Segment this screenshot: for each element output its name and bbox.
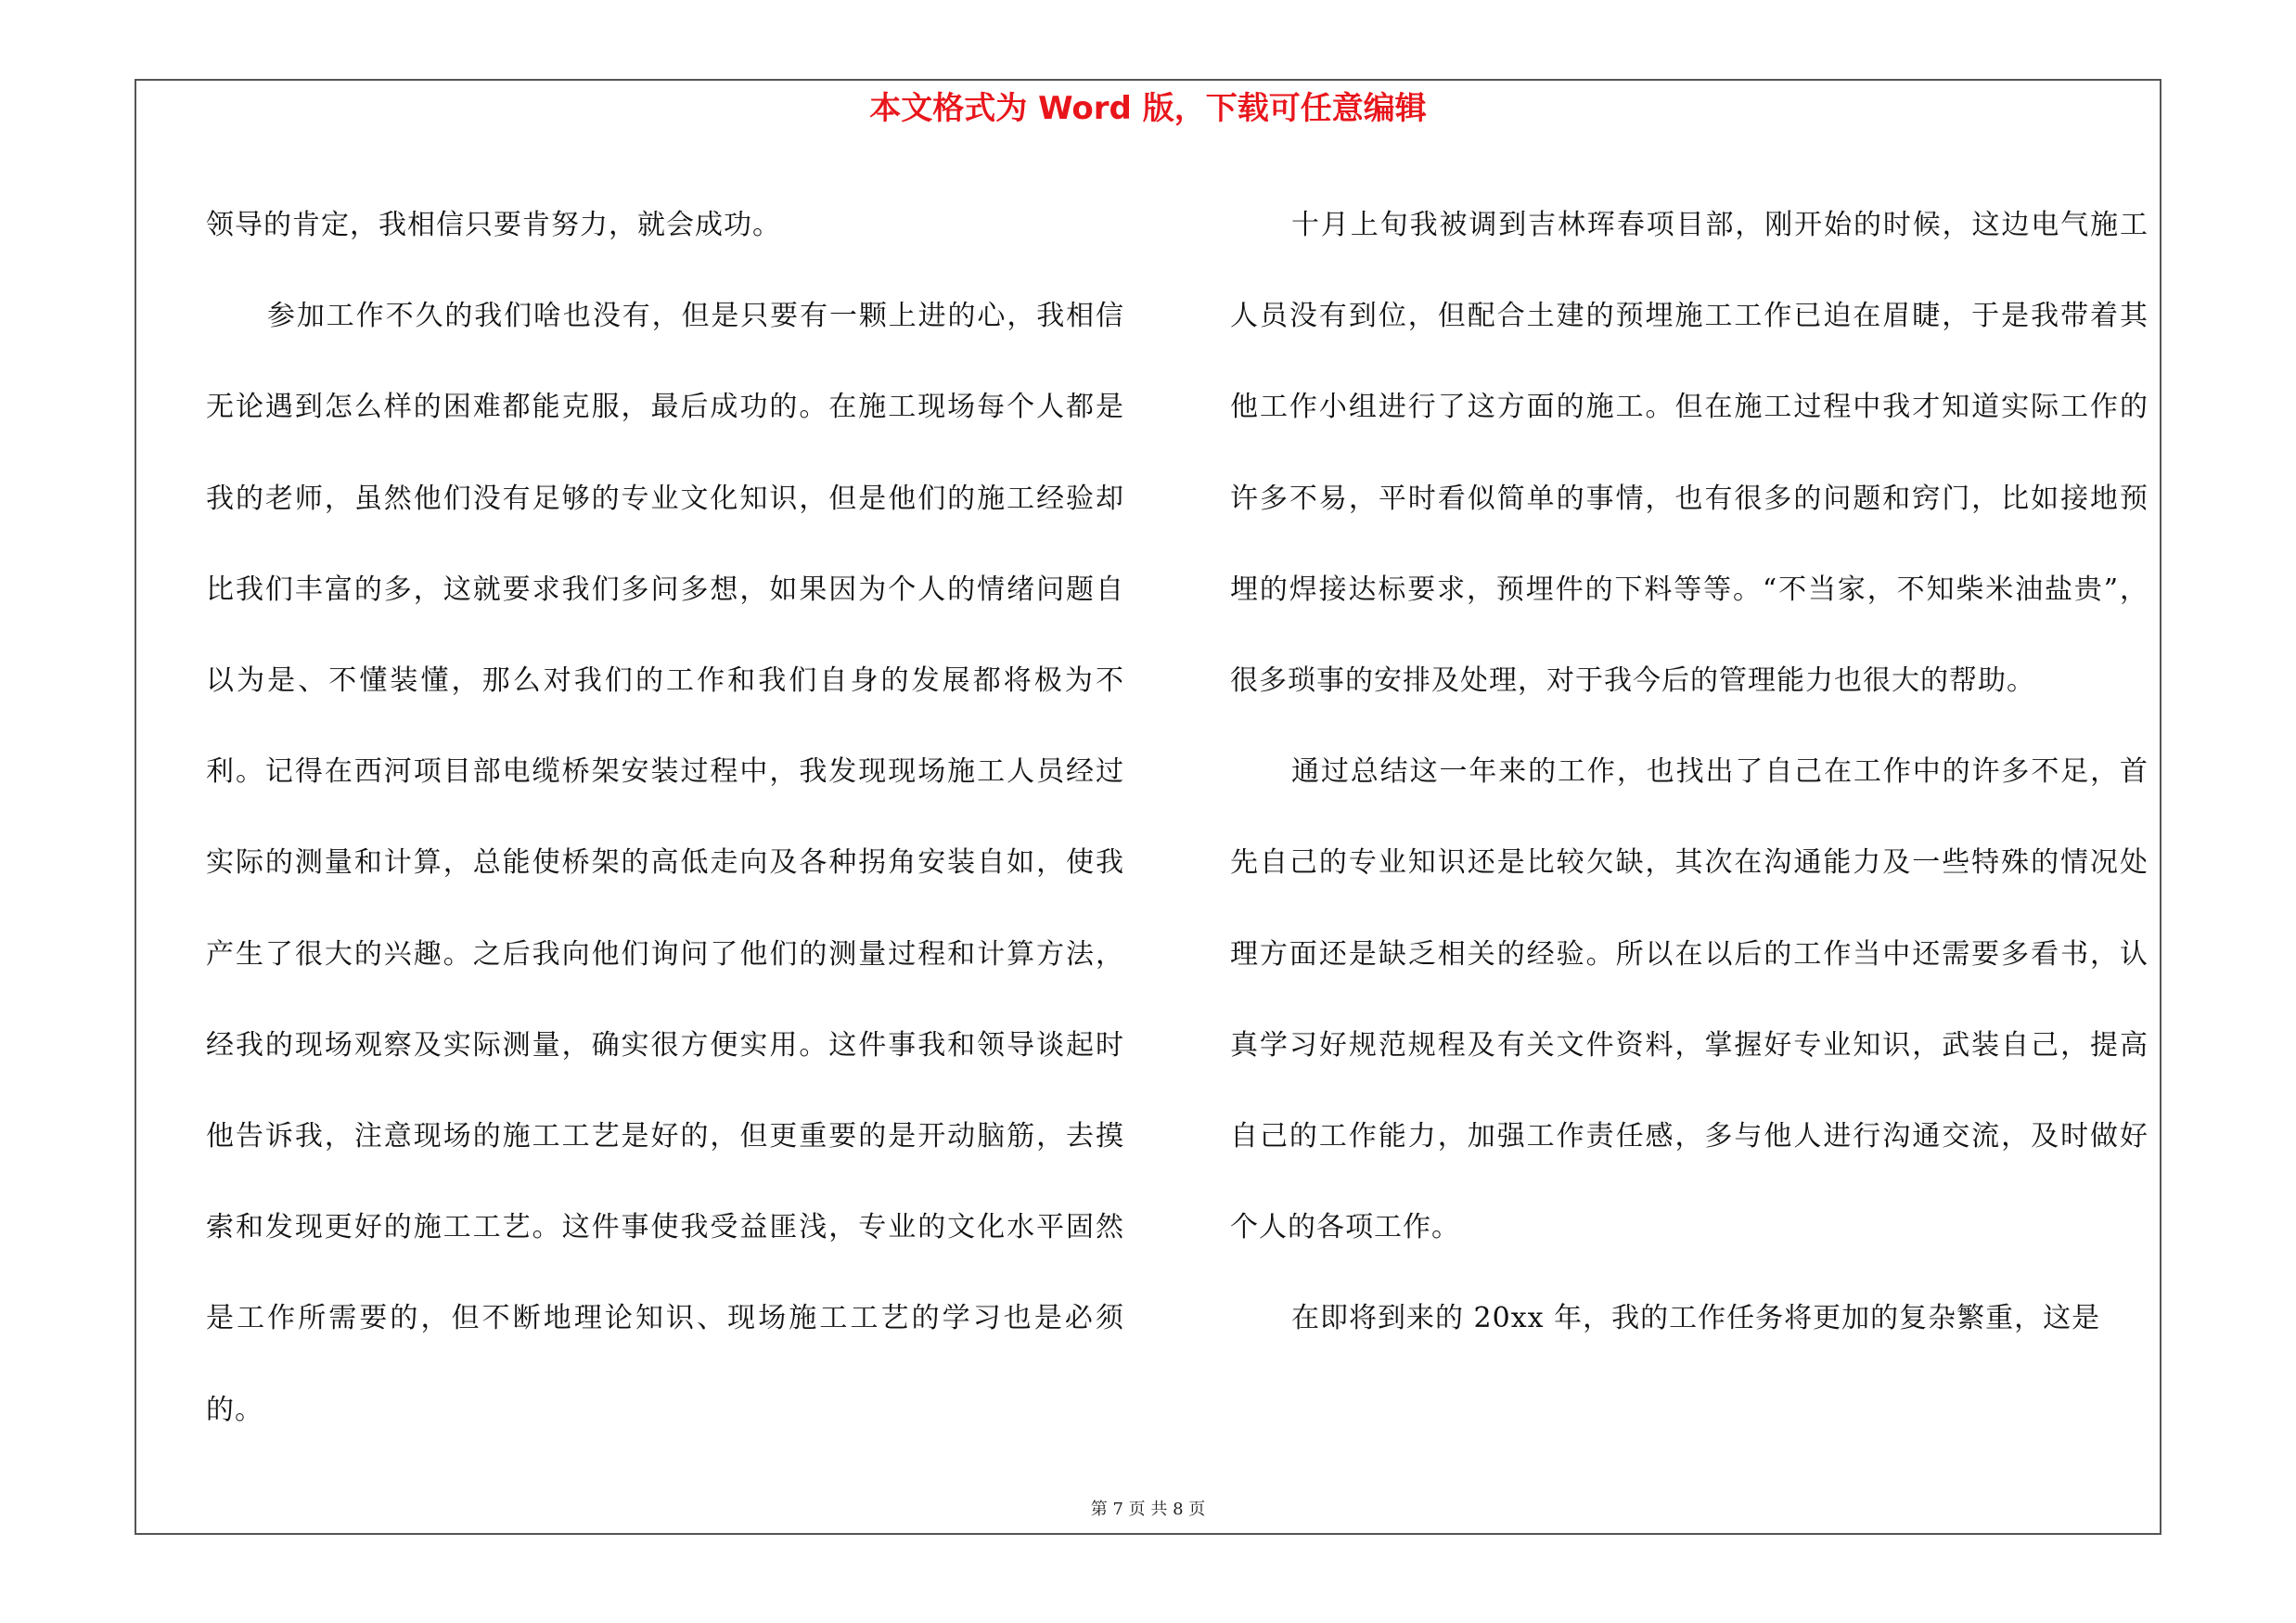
- paragraph: 十月上旬我被调到吉林珲春项目部，刚开始的时候，这边电气施工人员没有到位，但配合土建的预埋施工工作已迫在眉睫，于是我带着其他工作小组进行了这方面的施工。但在施工过程中我才知道实际工作的许多不易，平时看似简单的事情，也有很多的问题和窍门，比如接地预埋的焊接达标要求，预埋件的下料等等。“不当家，不知柴米油盐贵”，很多琐事的安排及处理，对于我今后的管理能力也很大的帮助。: [1230, 209, 2148, 698]
- paragraph-continuation: 领导的肯定，我相信只要肯努力，就会成功。: [206, 209, 781, 241]
- editable-format-banner: 本文格式为 Word 版，下载可任意编辑: [869, 90, 1427, 127]
- right-text-column: [1230, 180, 2148, 1365]
- left-text-column: [206, 180, 1124, 1456]
- paragraph: 参加工作不久的我们啥也没有，但是只要有一颗上进的心，我相信无论遇到怎么样的困难都能克服，最后成功的。在施工现场每个人都是我的老师，虽然他们没有足够的专业文化知识，但是他们的施工经验却比我们丰富的多，这就要求我们多问多想，如果因为个人的情绪问题自以为是、不懂装懂，那么对我们的工作和我们自身的发展都将极为不利。记得在西河项目部电缆桥架安装过程中，我发现现场施工人员经过实际的测量和计算，总能使桥架的高低走向及各种拐角安装自如，使我产生了很大的兴趣。之后我向他们询问了他们的测量过程和计算方法，经我的现场观察及实际测量，确实很方便实用。这件事我和领导谈起时他告诉我，注意现场的施工工艺是好的，但更重要的是开动脑筋，去摸索和发现更好的施工工艺。这件事使我受益匪浅，专业的文化水平固然是工作所需要的，但不断地理论知识、现场施工工艺的学习也是必须的。: [206, 300, 1124, 1426]
- paragraph: 在即将到来的 20xx 年，我的工作任务将更加的复杂繁重，这是: [1291, 1302, 2101, 1335]
- page-number-footer: 第 7 页 共 8 页: [1090, 1500, 1206, 1519]
- paragraph: 通过总结这一年来的工作，也找出了自己在工作中的许多不足，首先自己的专业知识还是比较欠缺，其次在沟通能力及一些特殊的情况处理方面还是缺乏相关的经验。所以在以后的工作当中还需要多看书，认真学习好规范规程及有关文件资料，掌握好专业知识，武装自己，提高自己的工作能力，加强工作责任感，多与他人进行沟通交流，及时做好个人的各项工作。: [1230, 755, 2148, 1244]
